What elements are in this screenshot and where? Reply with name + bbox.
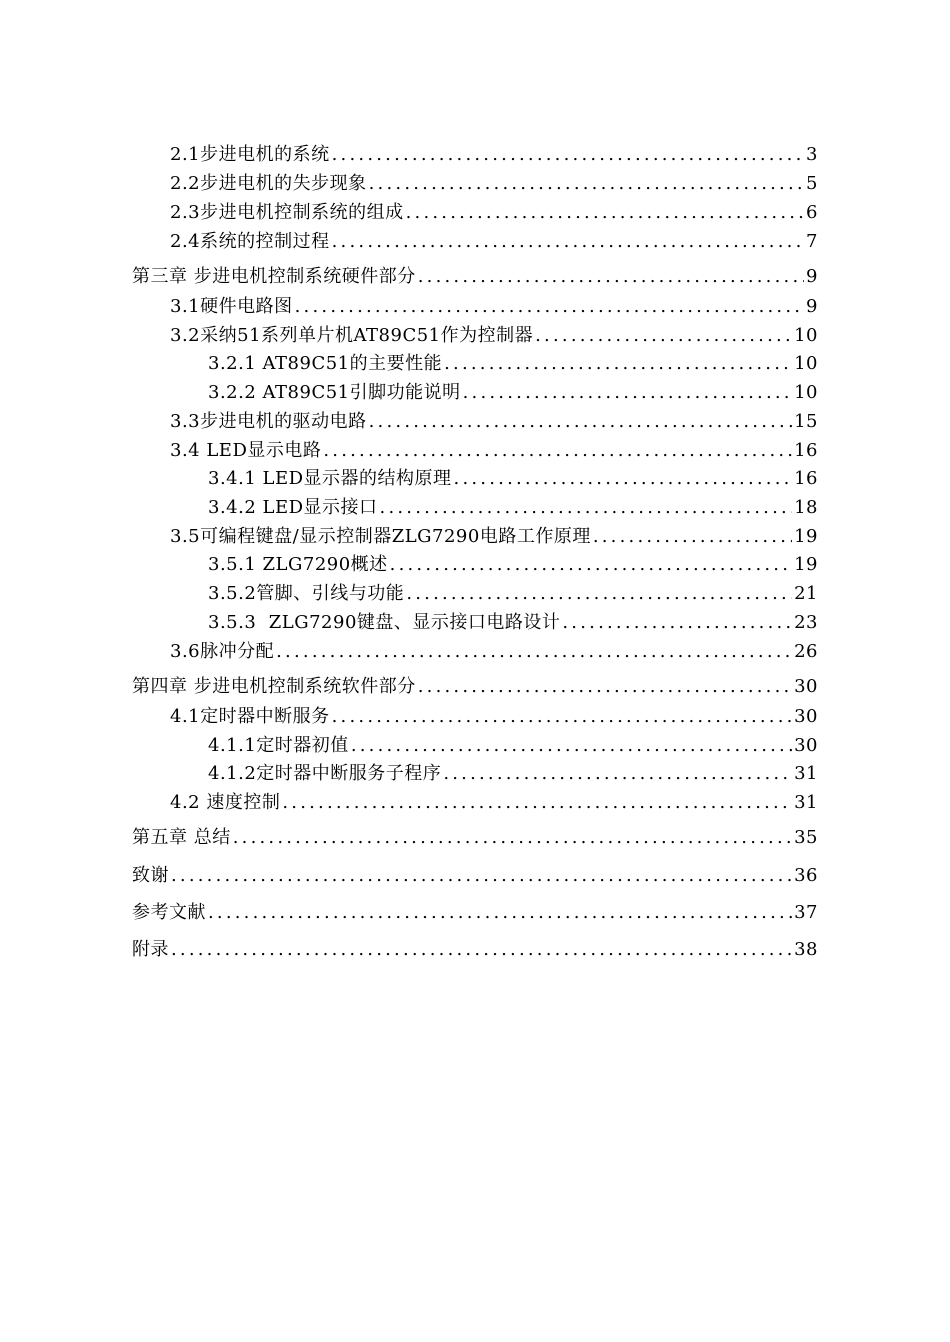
toc-entry-title: 3.5可编程键盘/显示控制器ZLG7290电路工作原理 bbox=[170, 526, 591, 547]
toc-entry-title: 参考文献 bbox=[132, 902, 206, 923]
toc-dot-leader bbox=[463, 381, 792, 405]
toc-dot-leader bbox=[208, 901, 792, 925]
toc-dot-leader bbox=[418, 675, 792, 699]
toc-entry-title: 3.3步进电机的驱动电路 bbox=[170, 411, 367, 432]
toc-entry-title: 附录 bbox=[132, 939, 169, 960]
toc-page-number: 19 bbox=[794, 554, 818, 575]
toc-entry-title: 2.2步进电机的失步现象 bbox=[170, 173, 367, 194]
toc-page-number: 10 bbox=[794, 353, 818, 374]
toc-dot-leader bbox=[282, 791, 792, 815]
toc-dot-leader bbox=[454, 467, 793, 491]
toc-dot-leader bbox=[406, 582, 792, 606]
toc-entry-title: 3.6脉冲分配 bbox=[170, 641, 275, 662]
toc-dot-leader bbox=[562, 611, 792, 635]
toc-page-number: 19 bbox=[794, 526, 818, 547]
toc-entry-3-2-2[interactable] bbox=[208, 381, 818, 405]
toc-dot-leader bbox=[593, 525, 792, 549]
toc-page-number: 9 bbox=[806, 296, 818, 317]
toc-dot-leader bbox=[276, 640, 792, 664]
toc-entry-4-2[interactable] bbox=[170, 791, 818, 815]
toc-entry-3-5-1[interactable] bbox=[208, 553, 818, 577]
toc-page-number: 6 bbox=[806, 202, 818, 223]
toc-dot-leader bbox=[369, 172, 804, 196]
toc-entry-3-4[interactable] bbox=[170, 439, 818, 463]
toc-entry-title: 3.2采纳51系列单片机AT89C51作为控制器 bbox=[170, 325, 534, 346]
toc-entry-title: 3.5.3 ZLG7290键盘、显示接口电路设计 bbox=[208, 612, 561, 633]
toc-page-number: 30 bbox=[794, 676, 818, 697]
toc-dot-leader bbox=[233, 826, 792, 850]
toc-dot-leader bbox=[369, 410, 792, 434]
toc-entry-3-5-3[interactable] bbox=[208, 611, 818, 635]
toc-dot-leader bbox=[535, 324, 792, 348]
toc-entry-3-2-1[interactable] bbox=[208, 352, 818, 376]
toc-page-number: 36 bbox=[794, 865, 818, 886]
toc-page-number: 16 bbox=[794, 468, 818, 489]
toc-dot-leader bbox=[323, 439, 792, 463]
toc-dot-leader bbox=[332, 143, 804, 167]
toc-entry-4-1-1[interactable] bbox=[208, 734, 818, 758]
toc-entry-title: 致谢 bbox=[132, 865, 169, 886]
toc-entry-chapter-4[interactable] bbox=[132, 675, 818, 699]
toc-entry-title: 4.1定时器中断服务 bbox=[170, 706, 330, 727]
toc-dot-leader bbox=[295, 295, 804, 319]
toc-dot-leader bbox=[444, 352, 792, 376]
toc-entry-title: 3.2.2 AT89C51引脚功能说明 bbox=[208, 382, 461, 403]
toc-entry-title: 4.1.1定时器初值 bbox=[208, 735, 349, 756]
toc-dot-leader bbox=[418, 265, 804, 289]
toc-page-number: 31 bbox=[794, 792, 818, 813]
toc-page-number: 18 bbox=[794, 497, 818, 518]
toc-page-number: 26 bbox=[794, 641, 818, 662]
toc-entry-4-1-2[interactable] bbox=[208, 762, 818, 786]
toc-entry-title: 4.2 速度控制 bbox=[170, 792, 281, 813]
toc-page-number: 7 bbox=[806, 231, 818, 252]
toc-entry-chapter-3[interactable] bbox=[132, 265, 818, 289]
toc-entry-title: 3.5.2管脚、引线与功能 bbox=[208, 583, 405, 604]
toc-entry-title: 第四章 步进电机控制系统软件部分 bbox=[132, 676, 416, 697]
toc-page-number: 10 bbox=[794, 325, 818, 346]
toc-dot-leader bbox=[332, 230, 804, 254]
toc-entry-3-4-1[interactable] bbox=[208, 467, 818, 491]
toc-page-number: 5 bbox=[806, 173, 818, 194]
toc-page-number: 10 bbox=[794, 382, 818, 403]
toc-page-number: 30 bbox=[794, 706, 818, 727]
toc-page-number: 30 bbox=[794, 735, 818, 756]
toc-entry-title: 2.3步进电机控制系统的组成 bbox=[170, 202, 404, 223]
toc-entry-2-1[interactable] bbox=[170, 143, 818, 167]
toc-entry-title: 第三章 步进电机控制系统硬件部分 bbox=[132, 266, 416, 287]
toc-entry-title: 3.4 LED显示电路 bbox=[170, 440, 322, 461]
toc-dot-leader bbox=[406, 201, 804, 225]
toc-entry-references[interactable] bbox=[132, 901, 818, 925]
toc-page-number: 31 bbox=[794, 763, 818, 784]
toc-entry-title: 3.4.2 LED显示接口 bbox=[208, 497, 378, 518]
toc-entry-3-1[interactable] bbox=[170, 295, 818, 319]
toc-page-number: 21 bbox=[794, 583, 818, 604]
toc-entry-appendix[interactable] bbox=[132, 938, 818, 962]
toc-entry-3-5-2[interactable] bbox=[208, 582, 818, 606]
toc-entry-4-1[interactable] bbox=[170, 705, 818, 729]
toc-entry-3-5[interactable] bbox=[170, 525, 818, 549]
toc-entry-title: 3.1硬件电路图 bbox=[170, 296, 293, 317]
toc-page-number: 9 bbox=[806, 266, 818, 287]
toc-entry-3-2[interactable] bbox=[170, 324, 818, 348]
toc-entry-title: 4.1.2定时器中断服务子程序 bbox=[208, 763, 442, 784]
toc-page-number: 37 bbox=[794, 902, 818, 923]
toc-entry-3-3[interactable] bbox=[170, 410, 818, 434]
toc-entry-2-2[interactable] bbox=[170, 172, 818, 196]
toc-entry-title: 2.1步进电机的系统 bbox=[170, 144, 330, 165]
toc-entry-acknowledgements[interactable] bbox=[132, 864, 818, 888]
toc-dot-leader bbox=[171, 938, 792, 962]
toc-dot-leader bbox=[380, 496, 793, 520]
toc-entry-title: 2.4系统的控制过程 bbox=[170, 231, 330, 252]
toc-page-number: 3 bbox=[806, 144, 818, 165]
toc-dot-leader bbox=[171, 864, 792, 888]
toc-page-number: 23 bbox=[794, 612, 818, 633]
toc-page-number: 16 bbox=[794, 440, 818, 461]
toc-entry-title: 第五章 总结 bbox=[132, 827, 231, 848]
toc-dot-leader bbox=[443, 762, 792, 786]
toc-dot-leader bbox=[332, 705, 792, 729]
toc-entry-3-4-2[interactable] bbox=[208, 496, 818, 520]
toc-entry-2-3[interactable] bbox=[170, 201, 818, 225]
toc-page-number: 38 bbox=[794, 939, 818, 960]
toc-page-number: 35 bbox=[794, 827, 818, 848]
toc-entry-3-6[interactable] bbox=[170, 640, 818, 664]
toc-entry-title: 3.4.1 LED显示器的结构原理 bbox=[208, 468, 452, 489]
toc-entry-title: 3.2.1 AT89C51的主要性能 bbox=[208, 353, 443, 374]
toc-dot-leader bbox=[390, 553, 792, 577]
toc-page-number: 15 bbox=[794, 411, 818, 432]
toc-entry-title: 3.5.1 ZLG7290概述 bbox=[208, 554, 388, 575]
toc-entry-2-4[interactable] bbox=[170, 230, 818, 254]
toc-entry-chapter-5[interactable] bbox=[132, 826, 818, 850]
toc-dot-leader bbox=[351, 734, 792, 758]
